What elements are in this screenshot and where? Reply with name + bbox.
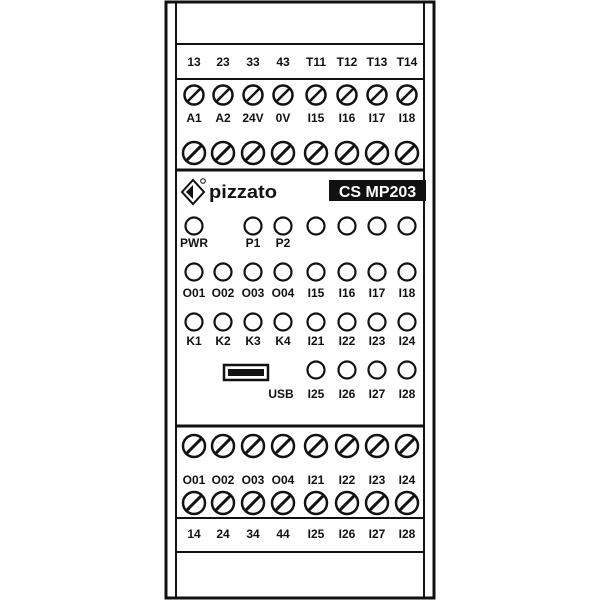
terminal-label: 43: [276, 55, 290, 69]
lower-terminal-labels: [183, 473, 416, 487]
terminal-label: I25: [307, 527, 325, 541]
led-indicator: [245, 314, 262, 331]
terminal-label: 23: [216, 55, 230, 69]
terminal-label: O04: [271, 473, 295, 487]
terminal-label: 33: [246, 55, 260, 69]
terminal-screw-icon[interactable]: [338, 86, 357, 105]
terminal-label: O01: [182, 473, 206, 487]
led-label: K2: [215, 334, 231, 348]
terminal-label: O03: [241, 473, 265, 487]
led-label: K1: [186, 334, 202, 348]
led-label: O03: [241, 286, 265, 300]
led-indicator: [215, 314, 232, 331]
terminal-screw-icon[interactable]: [368, 86, 387, 105]
led-indicator: [339, 218, 356, 235]
terminal-label: 0V: [275, 111, 291, 125]
terminal-screw-icon[interactable]: [398, 86, 417, 105]
usb-port-icon[interactable]: [224, 365, 268, 380]
terminal-screw-icon[interactable]: [336, 435, 358, 457]
led-indicator: [369, 314, 386, 331]
led-label: I16: [338, 286, 356, 300]
led-indicator: [369, 218, 386, 235]
upper-terminal-labels: [186, 111, 415, 125]
terminal-screw-icon[interactable]: [366, 435, 388, 457]
led-indicator: [215, 264, 232, 281]
terminal-label: A1: [186, 111, 202, 125]
terminal-screw-icon[interactable]: [272, 492, 294, 514]
terminal-screw-icon[interactable]: [212, 435, 234, 457]
led-indicator-panel: [180, 218, 416, 402]
terminal-label: I21: [307, 473, 325, 487]
terminal-screw-icon[interactable]: [396, 142, 418, 164]
terminal-screw-icon[interactable]: [242, 142, 264, 164]
terminal-label: O02: [211, 473, 235, 487]
terminal-screw-icon[interactable]: [274, 86, 293, 105]
led-label: PWR: [180, 236, 208, 250]
terminal-screw-icon[interactable]: [307, 86, 326, 105]
led-indicator: [399, 218, 416, 235]
led-label: I26: [338, 387, 356, 401]
module-enclosure: [166, 2, 434, 598]
led-indicator: [186, 314, 203, 331]
terminal-label: 44: [276, 527, 290, 541]
led-indicator: [308, 362, 325, 379]
terminal-label: I23: [368, 473, 386, 487]
led-label: I15: [307, 286, 325, 300]
led-indicator: [369, 264, 386, 281]
led-label: O01: [182, 286, 206, 300]
led-indicator: [186, 264, 203, 281]
terminal-label: I16: [338, 111, 356, 125]
terminal-screw-icon[interactable]: [244, 86, 263, 105]
terminal-screw-icon[interactable]: [305, 492, 327, 514]
pizzato-logo-icon: [182, 179, 205, 204]
bottom-screw-row: [183, 492, 418, 514]
terminal-label: 24: [216, 527, 230, 541]
terminal-screw-icon[interactable]: [305, 435, 327, 457]
terminal-screw-icon[interactable]: [366, 142, 388, 164]
led-label: I22: [338, 334, 356, 348]
terminal-label: I24: [398, 473, 416, 487]
terminal-label: I22: [338, 473, 356, 487]
terminal-label: 24V: [242, 111, 264, 125]
terminal-label: 13: [187, 55, 201, 69]
led-indicator: [186, 218, 203, 235]
led-indicator: [275, 218, 292, 235]
led-label: I17: [368, 286, 386, 300]
terminal-screw-icon[interactable]: [366, 492, 388, 514]
led-label: I21: [307, 334, 325, 348]
led-indicator: [399, 362, 416, 379]
brand-name: pizzato: [209, 182, 278, 202]
terminal-screw-icon[interactable]: [183, 142, 205, 164]
terminal-label: I26: [338, 527, 356, 541]
lower-screw-row: [183, 435, 418, 457]
terminal-screw-icon[interactable]: [214, 86, 233, 105]
led-indicator: [369, 362, 386, 379]
led-label: I24: [398, 334, 416, 348]
upper-screw-row: [183, 142, 418, 164]
led-label: O04: [271, 286, 295, 300]
terminal-label: T11: [305, 55, 327, 69]
terminal-label: 34: [246, 527, 260, 541]
terminal-label: T13: [366, 55, 388, 69]
terminal-label: T12: [336, 55, 358, 69]
terminal-screw-icon[interactable]: [242, 492, 264, 514]
led-indicator: [275, 264, 292, 281]
led-label: I23: [368, 334, 386, 348]
terminal-screw-icon[interactable]: [272, 435, 294, 457]
led-indicator: [339, 314, 356, 331]
terminal-screw-icon[interactable]: [183, 435, 205, 457]
terminal-screw-icon[interactable]: [183, 492, 205, 514]
terminal-label: T14: [396, 55, 418, 69]
led-label: I28: [398, 387, 416, 401]
led-indicator: [339, 264, 356, 281]
terminal-screw-icon[interactable]: [185, 86, 204, 105]
led-indicator: [399, 314, 416, 331]
led-indicator: [308, 264, 325, 281]
led-label: O02: [211, 286, 235, 300]
led-indicator: [308, 314, 325, 331]
led-label: I18: [398, 286, 416, 300]
terminal-screw-icon[interactable]: [396, 435, 418, 457]
terminal-screw-icon[interactable]: [305, 142, 327, 164]
terminal-label: I27: [368, 527, 386, 541]
terminal-label: A2: [215, 111, 231, 125]
terminal-screw-icon[interactable]: [212, 142, 234, 164]
terminal-label: I28: [398, 527, 416, 541]
terminal-screw-icon[interactable]: [242, 435, 264, 457]
terminal-screw-icon[interactable]: [272, 142, 294, 164]
led-label: I25: [307, 387, 325, 401]
led-label: P2: [275, 236, 291, 250]
terminal-screw-icon[interactable]: [336, 492, 358, 514]
led-label: P1: [245, 236, 261, 250]
terminal-label: I18: [398, 111, 416, 125]
model-label: CS MP203: [338, 184, 417, 201]
led-indicator: [245, 264, 262, 281]
terminal-screw-icon[interactable]: [396, 492, 418, 514]
led-indicator: [308, 218, 325, 235]
led-indicator: [339, 362, 356, 379]
terminal-label: I15: [307, 111, 325, 125]
terminal-label: I17: [368, 111, 386, 125]
led-label: K4: [275, 334, 291, 348]
led-indicator: [275, 314, 292, 331]
terminal-screw-icon[interactable]: [212, 492, 234, 514]
led-indicator: [399, 264, 416, 281]
led-label: K3: [245, 334, 261, 348]
usb-label: USB: [268, 387, 294, 401]
top-screw-row: [185, 86, 417, 105]
led-label: I27: [368, 387, 386, 401]
led-indicator: [245, 218, 262, 235]
top-terminal-labels: [187, 55, 417, 69]
terminal-label: 14: [187, 527, 201, 541]
terminal-screw-icon[interactable]: [336, 142, 358, 164]
bottom-terminal-labels: [187, 527, 415, 541]
